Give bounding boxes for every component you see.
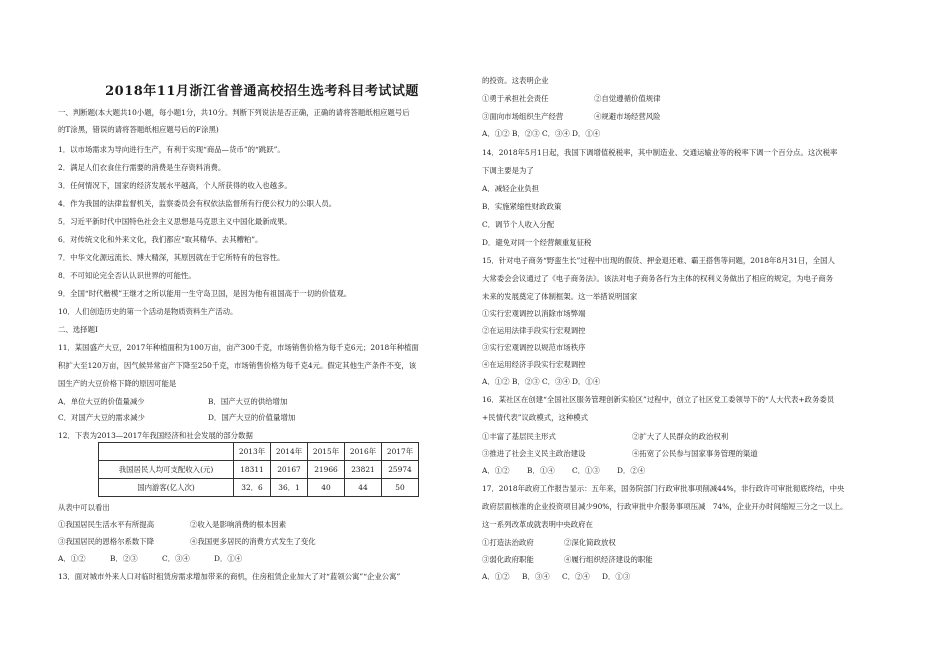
question-15-stmt-4: ④在运用经济手段实行宏观调控	[482, 360, 586, 369]
option: A．①②	[482, 377, 510, 386]
table-cell: 36．1	[271, 479, 308, 497]
statement: ①我国居民生活水平有所提高	[58, 520, 155, 529]
section-1-intro-cont: 的T涂黑，错误的请将答题纸相应题号后的F涂黑)	[58, 125, 219, 134]
question-16-line1: 16．某社区在创建“全国社区服务管理创新实验区”过程中，创立了社区党工委领导下的“人大代表+政务委员	[482, 395, 835, 404]
question-14-line1: 14．2018年5月1日起，我国下调增值税税率，其中制造业、交通运输业等的税率下调一个百分点。这次税率	[482, 148, 838, 157]
section-1-intro: 一、判断题(本大题共10小题，每小题1分，共10分。判断下列说法是否正确，正确的请将答题纸相应题号后	[58, 108, 410, 117]
table-header-cell: 2017年	[382, 443, 419, 461]
option: D．①④	[572, 129, 601, 138]
table-row	[99, 479, 419, 497]
question-15-stmt-1: ①实行宏观调控以消除市场弊端	[482, 309, 586, 318]
question-15-line2: 大常委会会议通过了《电子商务法》。该法对电子商务各行为主体的权利义务做出了相应的规定，为电子商务	[482, 274, 834, 283]
question-11-line1: 11．某国盛产大豆，2017年种植面积为100万亩，亩产300千克，市场销售价格为每千克6元；2018年种植面	[58, 343, 419, 352]
question-12-stem: 12．下表为2013—2017年我国经济和社会发展的部分数据	[58, 431, 253, 440]
table-header-cell: 2015年	[308, 443, 345, 461]
statement: ④我国更多居民的消费方式发生了变化	[190, 537, 316, 546]
table-row	[99, 461, 419, 479]
statement: ②自觉遵循价值规律	[594, 94, 661, 103]
table-row-label: 国内游客(亿人次)	[99, 479, 234, 497]
option: B．②③	[110, 554, 138, 563]
option: A．①②	[482, 572, 510, 581]
table-cell: 23821	[345, 461, 382, 479]
option: A．①②	[482, 129, 510, 138]
question-12-after: 从表中可以看出	[58, 503, 110, 512]
statement: ③我国居民的恩格尔系数下降	[58, 537, 155, 546]
question-15-stmt-3: ③实行宏观调控以规范市场秩序	[482, 343, 586, 352]
question-15-line3: 未来的发展奠定了体制框架。这一举措说明国家	[482, 292, 638, 301]
option: D．国产大豆的价值量增加	[208, 413, 296, 422]
question-14-option-a: A．减轻企业负担	[482, 184, 540, 193]
option: A．单位大豆的价值量减少	[58, 397, 145, 406]
question-1: 1．以市场需求为导向进行生产，有利于实现“商品—货币”的“跳跃”。	[58, 145, 285, 154]
question-16-stmts-12	[482, 432, 892, 442]
table-cell: 21966	[308, 461, 345, 479]
question-2: 2．满足人们衣食住行需要的消费是生存资料消费。	[58, 163, 226, 172]
statement: ③推进了社会主义民主政治建设	[482, 449, 586, 458]
statement: ②深化简政放权	[564, 538, 616, 547]
question-16-options	[482, 466, 892, 476]
question-9: 9．全国“时代楷模”王继才之所以能用一生守岛卫国，是因为他有祖国高于一切的价值观。	[58, 289, 352, 298]
table-cell: 20167	[271, 461, 308, 479]
question-15-options	[482, 377, 892, 387]
question-17-stmts-34	[482, 555, 892, 565]
question-11-line2: 积扩大至120万亩，因气候异常亩产下降至250千克，市场销售价格为每千克4元。假定其他生产条件不变，该	[58, 361, 417, 370]
statement: ②扩大了人民群众的政治权利	[632, 432, 729, 441]
question-13-stem: 13．面对城市外来人口对临时租赁房需求增加带来的商机，住房租赁企业加大了对“蓝领公寓”“企业公寓”	[58, 572, 401, 581]
statement: ②收入是影响消费的根本因素	[190, 520, 287, 529]
table-cell: 25974	[382, 461, 419, 479]
option: A．①②	[482, 466, 510, 475]
statement: ③面向市场组织生产经营	[482, 112, 564, 121]
table-header-row	[99, 443, 419, 461]
question-17-options	[482, 572, 892, 582]
question-13-stmts-34	[482, 112, 892, 122]
table-cell: 32．6	[234, 479, 271, 497]
question-6: 6．对传统文化和外来文化，我们都应“取其精华、去其糟粕”。	[58, 235, 263, 244]
statement: ④规避市场经营风险	[594, 112, 661, 121]
option: B．国产大豆的供给增加	[208, 397, 288, 406]
statement: ①丰富了基层民主形式	[482, 432, 556, 441]
statement: ①勇于承担社会责任	[482, 94, 549, 103]
option: C．②④	[562, 572, 590, 581]
question-4: 4．作为我国的法律监督机关，监察委员会有权依法监督所有行使公权力的公职人员。	[58, 199, 337, 208]
statement: ④履行组织经济建设的职能	[564, 555, 653, 564]
statement: ④拓宽了公民参与国家事务管理的渠道	[632, 449, 758, 458]
question-14-option-c: C．调节个人收入分配	[482, 220, 555, 229]
question-12-options	[58, 554, 466, 564]
option: A．①②	[58, 554, 86, 563]
statement: ①打造法治政府	[482, 538, 534, 547]
question-15-stmt-2: ②在运用法律手段实行宏观调控	[482, 326, 586, 335]
question-14-line2: 下调主要是为了	[482, 166, 534, 175]
table-cell: 44	[345, 479, 382, 497]
question-13-options	[482, 129, 892, 139]
question-17-line3: 这一系列改革成就表明中央政府在	[482, 520, 593, 529]
question-13-cont: 的投资。这表明企业	[482, 76, 549, 85]
option: B．③④	[522, 572, 550, 581]
option: C．③④	[542, 129, 570, 138]
table-header-cell: 2013年	[234, 443, 271, 461]
option: B．②③	[512, 129, 540, 138]
table-header-cell: 2016年	[345, 443, 382, 461]
option: C．对国产大豆的需求减少	[58, 413, 145, 422]
question-5: 5．习近平新时代中国特色社会主义思想是马克思主义中国化最新成果。	[58, 217, 292, 226]
table-cell: 40	[308, 479, 345, 497]
option: C．③④	[162, 554, 190, 563]
question-17-line2: 政府层面核准的企业投资项目减少90%，行政审批中介服务事项压减 74%，企业开办时间缩短三分之一以上。	[482, 502, 848, 511]
question-15-line1: 15．针对电子商务“野蛮生长”过程中出现的假货、押金退还难、霸王搭售等问题，2018年8月31日，全国人	[482, 256, 835, 265]
table-row-label: 我国居民人均可支配收入(元)	[99, 461, 234, 479]
statement: ③弱化政府职能	[482, 555, 534, 564]
table-corner-cell	[99, 443, 234, 461]
question-16-line2: +民情代表”议政模式，这种模式	[482, 413, 589, 422]
question-16-stmts-34	[482, 449, 892, 459]
data-table	[98, 442, 419, 497]
option: D．①④	[572, 377, 601, 386]
question-11-line3: 国生产的大豆价格下降的原因可能是	[58, 379, 177, 388]
exam-title: 2018年11月浙江省普通高校招生选考科目考试试题	[105, 84, 419, 99]
option: C．③④	[542, 377, 570, 386]
question-17-line1: 17．2018年政府工作报告显示：五年来，国务院部门行政审批事项削减44%，非行政许可审批彻底终结，中央	[482, 484, 845, 493]
option: D．①③	[602, 572, 631, 581]
section-2-heading: 二、选择题I	[58, 325, 98, 334]
question-11-options-cd	[58, 413, 466, 423]
question-14-option-d: D．避免对同一个经营额重复征税	[482, 238, 592, 247]
question-10: 10．人们创造历史的第一个活动是物质资料生产活动。	[58, 307, 238, 316]
table-cell: 18311	[234, 461, 271, 479]
question-14-option-b: B．实施紧缩性财政政策	[482, 202, 562, 211]
option: D．①④	[214, 554, 243, 563]
question-8: 8．不可知论完全否认认识世界的可能性。	[58, 271, 196, 280]
option: B．①④	[527, 466, 555, 475]
table-cell: 50	[382, 479, 419, 497]
question-7: 7．中华文化源远流长、博大精深，其原因就在于它所特有的包容性。	[58, 253, 285, 262]
option: C．①③	[572, 466, 600, 475]
question-11-options-ab	[58, 397, 466, 407]
question-12-stmts-12	[58, 520, 466, 530]
question-13-stmts-12	[482, 94, 892, 104]
question-12-stmts-34	[58, 537, 466, 547]
question-3: 3．任何情况下，国家的经济发展水平越高，个人所获得的收入也越多。	[58, 181, 292, 190]
table-header-cell: 2014年	[271, 443, 308, 461]
option: B．②③	[512, 377, 540, 386]
question-17-stmts-12	[482, 538, 892, 548]
option: D．②④	[617, 466, 646, 475]
